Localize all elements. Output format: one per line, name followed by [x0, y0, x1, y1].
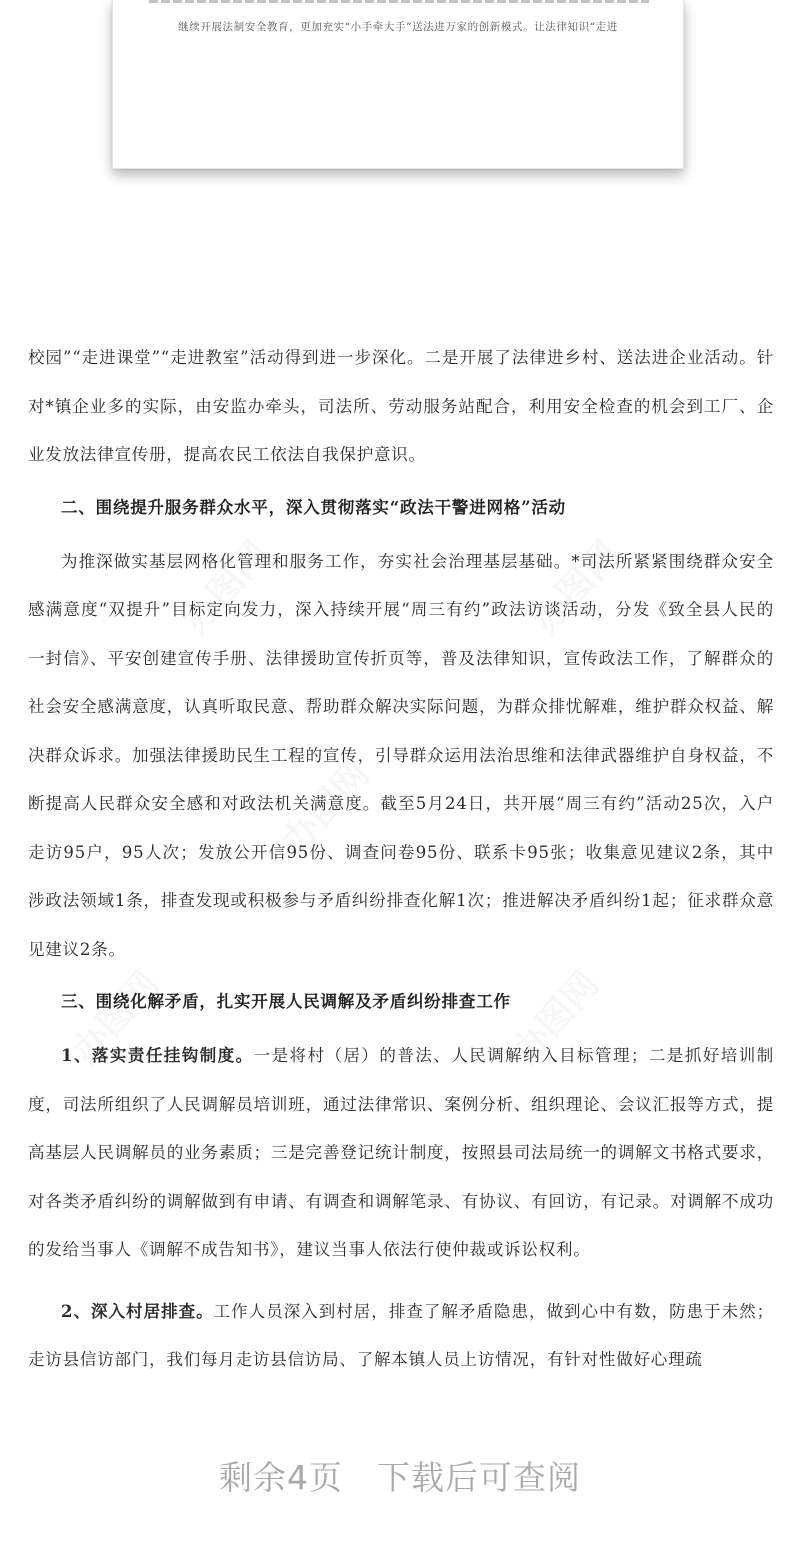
section-heading-3: 三、围绕化解矛盾，扎实开展人民调解及矛盾纠纷排查工作	[61, 992, 511, 1011]
paragraph-3-text: 一是将村（居）的普法、人民调解纳入目标管理；二是抓好培训制度，司法所组织了人民调解员培训班，通过法律常识、案例分析、组织理论、会议汇报等方式，提高基层人民调解员的业务素质；三是完善登记统计制度，按照县司法局统一的调解文书格式要求，对各类矛盾纠纷的调解做到有申请、有调查和调解笔录、有协议、有回访，有记录。对调解不成功的发给当事人《调解不成告知书》，建议当事人依法行使仲裁或诉讼权利。	[28, 1046, 775, 1259]
previous-page-preview	[112, 0, 684, 169]
preview-cropped-text-line	[149, 0, 649, 3]
paragraph-4	[28, 1288, 774, 1385]
paragraph-1: 校园”“走进课堂”“走进教室”活动得到进一步深化。二是开展了法律进乡村、送法进企业活动。针对*镇企业多的实际，由安监办牵头，司法所、劳动服务站配合，利用安全检查的机会到工厂、企业发放法律宣传册，提高农民工依法自我保护意识。	[28, 348, 774, 464]
preview-text: 继续开展法制安全教育，更加充实“小手牵大手”送法进万家的创新模式。让法律知识“走进	[178, 21, 618, 33]
section-heading-2: 二、围绕提升服务群众水平，深入贯彻落实“政法干警进网格”活动	[61, 497, 566, 517]
paragraph-3-lead: 1、落实责任挂钩制度。	[61, 1046, 254, 1065]
remaining-pages-banner[interactable]	[0, 1452, 800, 1499]
paragraph-4-lead: 2、深入村居排查。	[61, 1301, 214, 1321]
download-to-view-label: 下载后可查阅	[377, 1458, 581, 1497]
paragraph-4-text: 工作人员深入到村居，排查了解矛盾隐患，做到心中有数，防患于未然；走访县信访部门，我们每月走访县信访局、了解本镇人员上访情况，有针对性做好心理疏	[28, 1301, 774, 1369]
paragraph-2: 为推深做实基层网格化管理和服务工作，夯实社会治理基层基础。*司法所紧紧围绕群众安全感满意度“双提升”目标定向发力，深入持续开展“周三有约”政法访谈活动，分发《致全县人民的一封信》、平安创建宣传手册、法律援助宣传折页等，普及法律知识，宣传政法工作，了解群众的社会安全感满意度，认真听取民意、帮助群众解决实际问题，为群众排忧解难，维护群众权益、解决群众诉求。加强法律援助民生工程的宣传，引导群众运用法治思维和法律武器维护自身权益，不断提高人民群众安全感和对政法机关满意度。截至5月24日，共开展“周三有约”活动25次，入户走访95户，95人次；发放公开信95份、调查问卷95份、联系卡95张；收集意见建议2条，其中涉政法领域1条，排查发现或积极参与矛盾纠纷排查化解1次；推进解决矛盾纠纷1起；征求群众意见建议2条。	[28, 551, 774, 959]
paragraph-3	[28, 1032, 774, 1275]
document-body	[28, 334, 774, 1385]
remaining-pages-label: 剩余4页	[219, 1458, 343, 1497]
